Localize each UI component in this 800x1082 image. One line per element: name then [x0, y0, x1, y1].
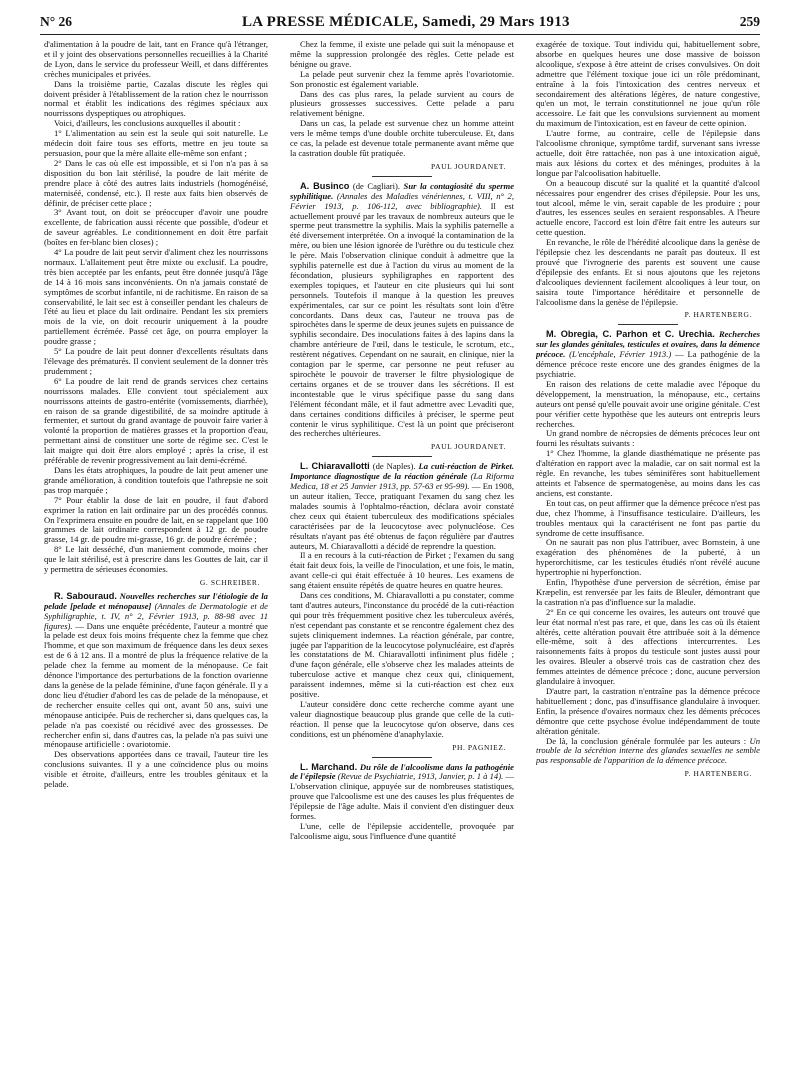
abstract-reference: (Revue de Psychiatrie, 1913, Janvier, p. 1 à 14).	[337, 771, 504, 782]
paragraph: En tout cas, on peut affirmer que la démence précoce n'est pas due, chez l'homme, à l'insuffisance testiculaire. D'ailleurs, les troubles mentaux qui la caractérisent ne font pas partie du syndrome de cette insuffisance.	[536, 497, 760, 538]
abstract-author: R. Sabouraud.	[54, 590, 117, 601]
separator-rule	[372, 176, 432, 177]
paragraph: 1° Chez l'homme, la glande diasthématique ne présente pas d'altération en rapport avec la maladie, car on sait normal est la règle. En revanche, les tubes séminifères sont habituellement atteints et l'absence de spermatogenèse, au moins dans les cas anciens, est constante.	[536, 448, 760, 498]
abstract-text: — En 1908, un auteur italien, Tecce, pratiquant l'examen du sang chez les malades soumis à l'ophtalmo-réaction, déclara avoir constaté chez ceux qui étaient tuberculeux des modifications spéciales caractérisées par de la leucocytose avec polynucléose. Ces résultats n'ayant pas été obtenus de façon régulière par d'autres auteurs, M. Chiaravallotti a décidé de reprendre la question.	[290, 481, 514, 551]
paragraph: On ne saurait pas non plus l'attribuer, avec Bornstein, à une exagération des phénomènes de la puberté, à un hyperorchitisme, car les testicules étudiés n'ont révélé aucune hypertrophie ni hyperfonction.	[536, 537, 760, 578]
abstract-text: — La pathogénie de la démence précoce reste encore une des grandes énigmes de la psychiatrie.	[536, 349, 760, 379]
paragraph: La pelade peut survenir chez la femme après l'ovariotomie. Son pronostic est également variable.	[290, 68, 514, 89]
abstract-author: M. Obregia, C. Parhon et C. Urechia.	[546, 329, 715, 340]
abstract-title: Recherches sur les glandes génitales, testicules et ovaires, dans la démence précoce.	[536, 329, 760, 360]
abstract-title: La cuti-réaction de Pirket. Importance diagnostique de la réaction générale	[290, 461, 514, 482]
abstract-author: L. Chiaravallotti	[300, 461, 370, 472]
abstract-location: (de Cagliari).	[352, 180, 401, 191]
paragraph: En raison des relations de cette maladie avec l'époque du développement, la menstruation, la ménopause, etc., certains auteurs ont pensé qu'elle pouvait avoir une origine génitale. C'est pour vérifier cette hypothèse que les auteurs ont entrepris leurs recherches.	[536, 378, 760, 429]
column-2	[290, 40, 514, 1070]
abstract-text: — Dans une enquête précédente, l'auteur a montré que la pelade est deux fois moins fréquente chez la femme que chez l'homme, et que son maximum de fréquence dans les deux sexes est de 6 à 12 ans. Il a montré de plus la fréquence relative de la pelade chez la femme au moment de la ménopause. Ce fait dénonce l'importance des perturbations de la fonction ovarienne dans la genèse de la pelade féminine, d'une façon générale. Il y a donc lieu d'étudier d'abord les cas de pelade de la ménopause, et de rechercher ensuite celles qui ont, avant 50 ans, suivi une ménopause anticipée. Puis de rechercher si, dans quelques cas, la pelade n'a pas coexisté ou récidivé avec des grossesses. De rechercher enfin si, dans d'autres cas, la pelade n'a pas suivi une ménopause artificielle : ovariotomie.	[44, 620, 268, 750]
paragraph: Dans les états atrophiques, la poudre de lait peut amener une grande amélioration, à condition toutefois que l'athrepsie ne soit pas trop marquée ;	[44, 464, 268, 495]
abstract-author: A. Businco	[300, 180, 350, 191]
paragraph: L'auteur considère donc cette recherche comme ayant une valeur diagnostique beaucoup plus grande que celle de la cuti-réaction. Il pense que la leucocytose qu'on observe, dans ces conditions, est un phénomène d'anaphylaxie.	[290, 699, 514, 739]
abstract-reference: (Annales de Dermatologie et de Syphiligraphie, t. IV, n° 2, Février 1913, p. 88-98 avec 11 figures).	[44, 600, 268, 631]
abstract-title: Sur la contagiosité du sperme syphilitique.	[290, 180, 514, 201]
signature: PH. PAGNIEZ.	[452, 742, 506, 752]
paragraph: 2° Dans le cas où elle est impossible, et si l'on n'a pas à sa disposition du bon lait stérilisé, la poudre de lait mérite de prendre place à côté des autres laits industriels (homogénéisé, materniséé, condensé, etc.). Il reste aux faits bien observés de définir, de préciser cette place ;	[44, 157, 268, 208]
signature: P. HARTENBERG.	[684, 310, 752, 320]
paragraph: Un grand nombre de nécropsies de déments précoces leur ont fourni les résultats suivants :	[536, 428, 760, 449]
paragraph: L'autre forme, au contraire, celle de l'épilepsie dans l'alcoolisme chronique, symptôme tardif, survenant sans ivresse actuelle, doit être rattachée, non pas à une intoxication aiguë, mais aux lésions du cortex et des méninges, produites à la longue par l'alcoolisation habituelle.	[536, 128, 760, 178]
paragraph: Dans ces conditions, M. Chiaravallotti a pu constater, comme tant d'autres auteurs, l'inconstance du procédé de la cuti-réaction qui pour très fréquemment positive chez les tuberculeux avérés, n'est cependant pas constante et se rencontre également chez des sujets cliniquement indemnes. La réaction générale, par contre, jugée par l'apparition de la leucocytose polynucléaire, est d'après les constatations de M. Chiaravallotti infiniment plus fidèle ; d'une façon générale, elle s'observe chez les malades atteints de tuberculose active et manque chez ceux qui, cliniquement, paraissent indemnes, même si la cuti-réaction est chez eux positive.	[290, 590, 514, 700]
paragraph: 5° La poudre de lait peut donner d'excellents résultats dans l'élevage des prématurés. Il convient seulement de la donner très prudemment ;	[44, 346, 268, 376]
paragraph: 4° La poudre de lait peut servir d'aliment chez les nourrissons normaux. L'allaitement peut être mixte ou exclusif. La poudre, très bien acceptée par les enfants, peut être donnée jusqu'à l'âge de 14 à 16 mois sans inconvénients. On n'a jamais constaté de symptômes de scorbut infantile, ni de rachitisme. En raison de sa conservabilité, le lait sec est à conseiller pendant les chaleurs de l'été au lieu et place du lait ordinaire. Pendant les six premiers mois de la vie, on doit recourir uniquement à la poudre partiellement écrémée. Passé cet âge, on pourra employer la poudre grasse ;	[44, 247, 268, 347]
abstract-reference: (Annales des Maladies vénériennes, t. VIII, n° 2, Février 1913, p. 106-112, avec bibliographie).	[290, 190, 514, 211]
paragraph: 8° Le lait desséché, d'un maniement commode, moins cher que le lait stérilisé, est à prescrire dans les Gouttes de lait, car il y permettra de sérieuses économies.	[44, 544, 268, 575]
paragraph: 6° La poudre de lait rend de grands services chez certains nourrissons malades. Elle convient tout spécialement aux nourrissons atteints de gastro-entérite (vomissements, diarrhée), en raison de sa grande digestibilité, de sa moindre aptitude à fermenter, et surtout du grand avantage de pouvoir faire varier à volonté la proportion de matières grasses et la proportion d'eau, permettant ainsi de constituer une sorte de régime sec. C'est le lait maigre qui doit être alors employé ; après la crise, il est préférable de revenir progressivement au lait demi-écrémé.	[44, 375, 268, 466]
separator-rule	[372, 757, 432, 758]
paragraph: En revanche, le rôle de l'hérédité alcoolique dans la genèse de l'épilepsie chez les descendants ne paraît pas douteux. Il est prouvé que l'ivrognerie des parents est souvent une cause d'épilepsie des enfants. Et si nous ajoutons que les rejetons d'alcooliques deviennent facilement alcooliques à leur tour, on saisira toute l'importance héréditaire et personnelle de l'alcoolisme dans la genèse de l'épilepsie.	[536, 237, 760, 307]
abstract-heading	[290, 182, 514, 440]
abstract-heading	[290, 462, 514, 551]
paragraph: 2° En ce qui concerne les ovaires, les auteurs ont trouvé que leur état normal n'est pas rare, et que, dans les cas où ils étaient altérés, cette altération pouvait être attribuée soit à la démence elle-même, soit à des affections intercurrentes. Les raisonnements faits à propos du testicule sont justes aussi pour les ovaires. Bleuler a observé trois cas de castration chez des femmes atteintes de démence précoce ; donc, aucune perversion glandulaire à invoquer.	[536, 606, 760, 687]
abstract-text: — L'observation clinique, appuyée sur de nombreuses statistiques, prouve que l'alcoolisme est une des causes les plus fréquentes de l'épilepsie de l'âge adulte. Mais il convient d'en distinguer deux formes.	[290, 771, 514, 822]
conclusion-intro: De là, la conclusion générale formulée par les auteurs :	[546, 735, 747, 746]
paragraph: d'alimentation à la poudre de lait, tant en France qu'à l'étranger, et il y joint des observations personnelles recueillies à la Charité de Lyon, dans le service du professeur Weill, et dans différentes crèches municipales et privées.	[44, 40, 268, 79]
paragraph: exagérée de toxique. Tout individu qui, habituellement sobre, absorbe en quelques heures une dose massive de boisson alcoolique, s'expose à être atteint de crises convulsives. On doit admettre que l'élément toxique joue ici un rôle prédominant, entraîne à la fois l'intoxication des centres nerveux et secondairement des altérations légères, de nature congestive, qu'en un mot, le terrain constitutionnel ne joue qu'un rôle accessoire. Le fait que les convulsions surviennent au moment du maximum de l'intoxication, est en faveur de cette opinion.	[536, 40, 760, 129]
paragraph: Dans un cas, la pelade est survenue chez un homme atteint vers le même temps d'une double orchite tuberculeuse. Et, dans ce cas, la pelade est devenue totale permanente avant même que la castration double fût pratiquée.	[290, 118, 514, 158]
paragraph: Voici, d'ailleurs, les conclusions auxquelles il aboutit :	[54, 118, 241, 129]
separator-rule	[618, 324, 678, 325]
abstract-heading	[44, 592, 268, 751]
paragraph: Chez la femme, il existe une pelade qui suit la ménopause et même la suppression prolongée des règles. Cette pelade est bénigne ou grave.	[290, 40, 514, 69]
signature: P. HARTENBERG.	[684, 769, 752, 779]
paragraph: D'autre part, la castration n'entraîne pas la démence précoce habituellement ; donc, pas d'insuffisance glandulaire à invoquer. Enfin, la présence d'ovaires normaux chez les déments précoces démontre que cette psychose évolue indépendamment de toute altération génitale.	[536, 686, 760, 736]
paragraph: Enfin, l'hypothèse d'une perversion de sécrétion, émise par Kræpelin, est renversée par les faits de Bleuler, démontrant que la castration n'a pas d'influence sur la maladie.	[536, 577, 760, 607]
issue-number: N° 26	[40, 14, 73, 29]
signature: PAUL JOURDANET.	[431, 442, 506, 452]
conclusion-text: Un trouble de la sécrétion interne des glandes sexuelles ne semble pas responsable de l'apparition de la démence précoce.	[536, 735, 760, 766]
paragraph: Dans des cas plus rares, la pelade survient au cours de plusieurs grossesses successives. Cette pelade a paru relativement bénigne.	[290, 88, 514, 119]
paragraph: 3° Avant tout, on doit se préoccuper d'avoir une poudre excellente, de fabrication aussi récente que possible, d'odeur et de saveur agréables. Le conditionnement en doit être parfait (boîtes en fer-blanc bien closes) ;	[44, 207, 268, 248]
paragraph	[536, 737, 760, 767]
running-header	[40, 10, 760, 34]
paragraph: 7° Pour établir la dose de lait en poudre, il faut d'abord exprimer la ration en lait ordinaire par un des procédés connus. On l'exprimera ensuite en poudre de lait, en se rappelant que 100 grammes de lait ordinaire correspondent à 12 gr. de poudre grasse, 14 gr. de poudre mi-grasse, 16 gr. de poudre écrémée ;	[44, 494, 268, 545]
separator-rule	[372, 456, 432, 457]
paragraph: Des observations apportées dans ce travail, l'auteur tire les conclusions suivantes. Il y a une coïncidence plus ou moins visible et étroite, d'ailleurs, entre les troubles génitaux et la pelade.	[44, 749, 268, 790]
column-3	[536, 40, 760, 1070]
paragraph: L'une, celle de l'épilepsie accidentelle, provoquée par l'alcoolisme aigu, sous l'influence d'une quantité	[290, 820, 514, 841]
signature: G. SCHREIBER.	[199, 577, 260, 587]
abstract-location: (de Naples).	[372, 461, 416, 472]
abstract-title: Nouvelles recherches sur l'étiologie de la pelade [pelade et ménopause]	[44, 590, 268, 611]
abstract-title: Du rôle de l'alcoolisme dans la pathogénie de l'épilepsie	[290, 761, 514, 782]
paragraph: On a beaucoup discuté sur la qualité et la quantité d'alcool nécessaires pour engendrer des crises d'épilepsie. Pour les uns, tout alcool, même le vin, serait capable de les produire ; pour d'autres, les essences seules en seraient responsables. A l'heure actuelle encore, l'accord est loin d'être fait entre les auteurs sur cette question.	[536, 177, 760, 238]
header-rule	[40, 34, 760, 35]
abstract-author: L. Marchand.	[300, 761, 358, 772]
signature: PAUL JOURDANET.	[431, 161, 506, 171]
paragraph: Il a en recours à la cuti-réaction de Pirket ; l'examen du sang était fait deux fois, la veille de l'inoculation, et une fois, le matin, avant celle-ci qui était effectuée à 10 heures. Les examens de sang étaient ensuite répétés de quatre heures en quatre heures.	[290, 550, 514, 591]
abstract-reference: (La Riforma Medica, 18 et 25 Janvier 1913, pp. 57-63 et 95-99).	[290, 471, 514, 492]
abstract-heading	[536, 330, 760, 380]
journal-title-date: LA PRESSE MÉDICALE, Samedi, 29 Mars 1913	[241, 13, 570, 30]
paragraph: Dans la troisième partie, Cazalas discute les règles qui doivent présider à l'établissement de la ration chez le nourrisson normal et établit les indications des régimes spéciaux aux nourrissons dyspeptiques ou atrophiques.	[44, 78, 268, 119]
page-number: 259	[739, 14, 760, 29]
abstract-reference: (L'encéphale, Février 1913.)	[569, 349, 672, 360]
paragraph: 1° L'alimentation au sein est la seule qui soit naturelle. Le médecin doit faire tous ses efforts, mettre en jeu toute sa persuasion, pour que la mère allaite elle-même son enfant ;	[44, 128, 268, 158]
abstract-heading	[290, 763, 514, 822]
abstract-text: Il est actuellement prouvé par les travaux de nombreux auteurs que le sperme peut transmettre la syphilis. Mais la syphilis paternelle a été diversement interprétée. On a invoqué la contamination de la mère, ou bien une lésion ignorée de l'urèthre ou du testicule chez le père. Mais l'observation clinique conduit à admettre que la syphilis paternelle est due à l'action du virus au moment de la fécondation, plusieurs syphiligraphes en rapportent des exemples topiques, et l'auteur en cite plusieurs qui lui sont personnels. Toutefois il manque à la question les preuves expérimentales, car sur ce point les résultats sont loin d'être concordants. Dans deux cas, l'auteur ne trouva pas de spirochètes dans le sperme de deux jeunes sujets en puissance de syphilis secondaire. Des inoculations faites à des lapins dans la chambre antérieure de l'œil, dans le testicule, le scrotum, etc., restèrent négatives. Cependant on ne saurait, en clinique, nier la contagion par le sperme, car personne ne peut refuser au spirochète le pouvoir de traverser le filtre physiologique de certains organes et de se trouver dans les sécrétions. Il est incontestable que le virus spécifique passe du sang dans l'élément fécondant mâle, et il faut admettre avec Levaditi que, dans certaines conditions difficiles à préciser, le sperme peut contenir le virus syphilitique. C'est là un point que préciseront des recherches ultérieures.	[290, 200, 514, 439]
column-1	[44, 40, 268, 1070]
